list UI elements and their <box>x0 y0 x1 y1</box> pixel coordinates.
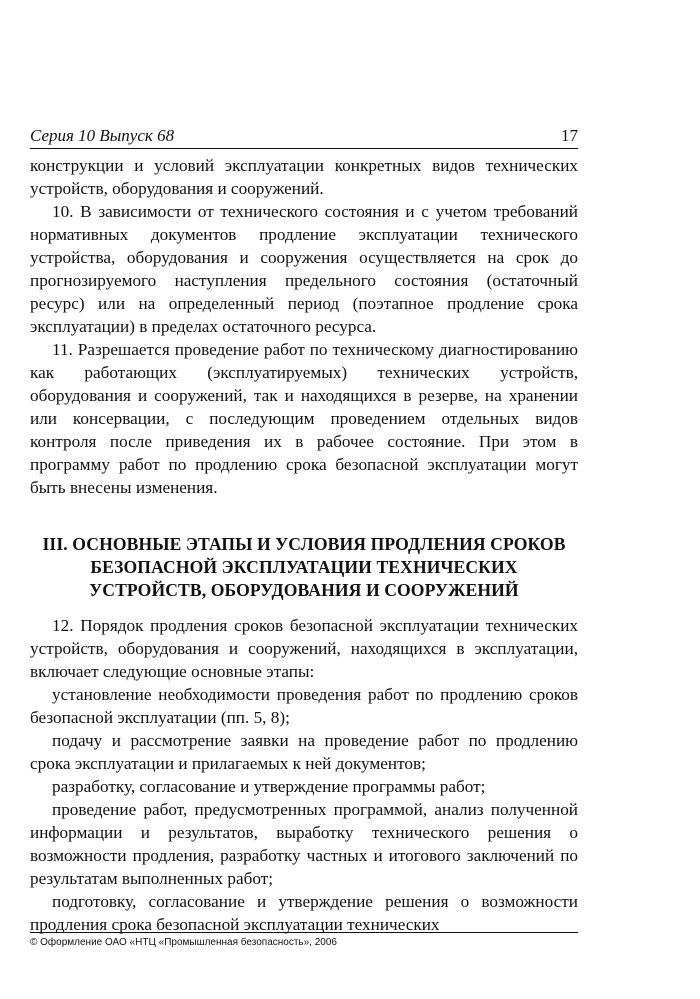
list-item: разработку, согласование и утверждение программы работ; <box>52 777 486 796</box>
section-heading: III. ОСНОВНЫЕ ЭТАПЫ И УСЛОВИЯ ПРОДЛЕНИЯ СРОКОВ БЕЗОПАСНОЙ ЭКСПЛУАТАЦИИ ТЕХНИЧЕСКИХ УСТРОЙСТВ, ОБОРУДОВАНИЯ И СООРУЖЕНИЙ <box>42 534 566 600</box>
paragraph-item-10: 10. В зависимости от технического состояния и с учетом требований нормативных документов продление эксплуатации технического устройства, оборудования и сооружения осуществляется на срок до прогнозируемого наступления предельного состояния (остаточный ресурс) или на определенный период (поэтапное продление срока эксплуатации) в пределах остаточного ресурса. <box>30 202 578 336</box>
paragraph-item-11: 11. Разрешается проведение работ по техническому диагностированию как работающих (эксплуатируемых) технических устройств, оборудования и сооружений, так и находящихся в резерве, на хранении или консервации, с последующим проведением отдельных видов контроля после приведения их в рабочее состояние. При этом в программу работ по продлению срока безопасной эксплуатации могут быть внесены изменения. <box>30 340 578 497</box>
list-item: установление необходимости проведения работ по продлению сроков безопасной эксплуатации (пп. 5, 8); <box>30 685 578 727</box>
document-page <box>30 126 578 936</box>
list-item: проведение работ, предусмотренных программой, анализ полученной информации и результатов, выработку технического решения о возможности продления, разработку частных и итогового заключений по результатам выполненных работ; <box>30 800 578 888</box>
footer-copyright: © Оформление ОАО «НТЦ «Промышленная безопасность», 2006 <box>30 937 337 948</box>
running-header <box>30 126 578 149</box>
paragraph-continuation: конструкции и условий эксплуатации конкретных видов технических устройств, оборудования и сооружений. <box>30 156 578 198</box>
body-text <box>30 154 578 936</box>
list-item: подачу и рассмотрение заявки на проведение работ по продлению срока эксплуатации и прилагаемых к ней документов; <box>30 731 578 773</box>
paragraph-item-12: 12. Порядок продления сроков безопасной эксплуатации технических устройств, оборудования и сооружений, находящихся в эксплуатации, включает следующие основные этапы: <box>30 616 578 681</box>
series-label: Серия 10 Выпуск 68 <box>30 126 175 145</box>
footer-divider <box>30 932 578 933</box>
page-number: 17 <box>561 126 578 145</box>
list-item: подготовку, согласование и утверждение решения о возможности продления срока безопасной эксплуатации технических <box>30 892 578 934</box>
